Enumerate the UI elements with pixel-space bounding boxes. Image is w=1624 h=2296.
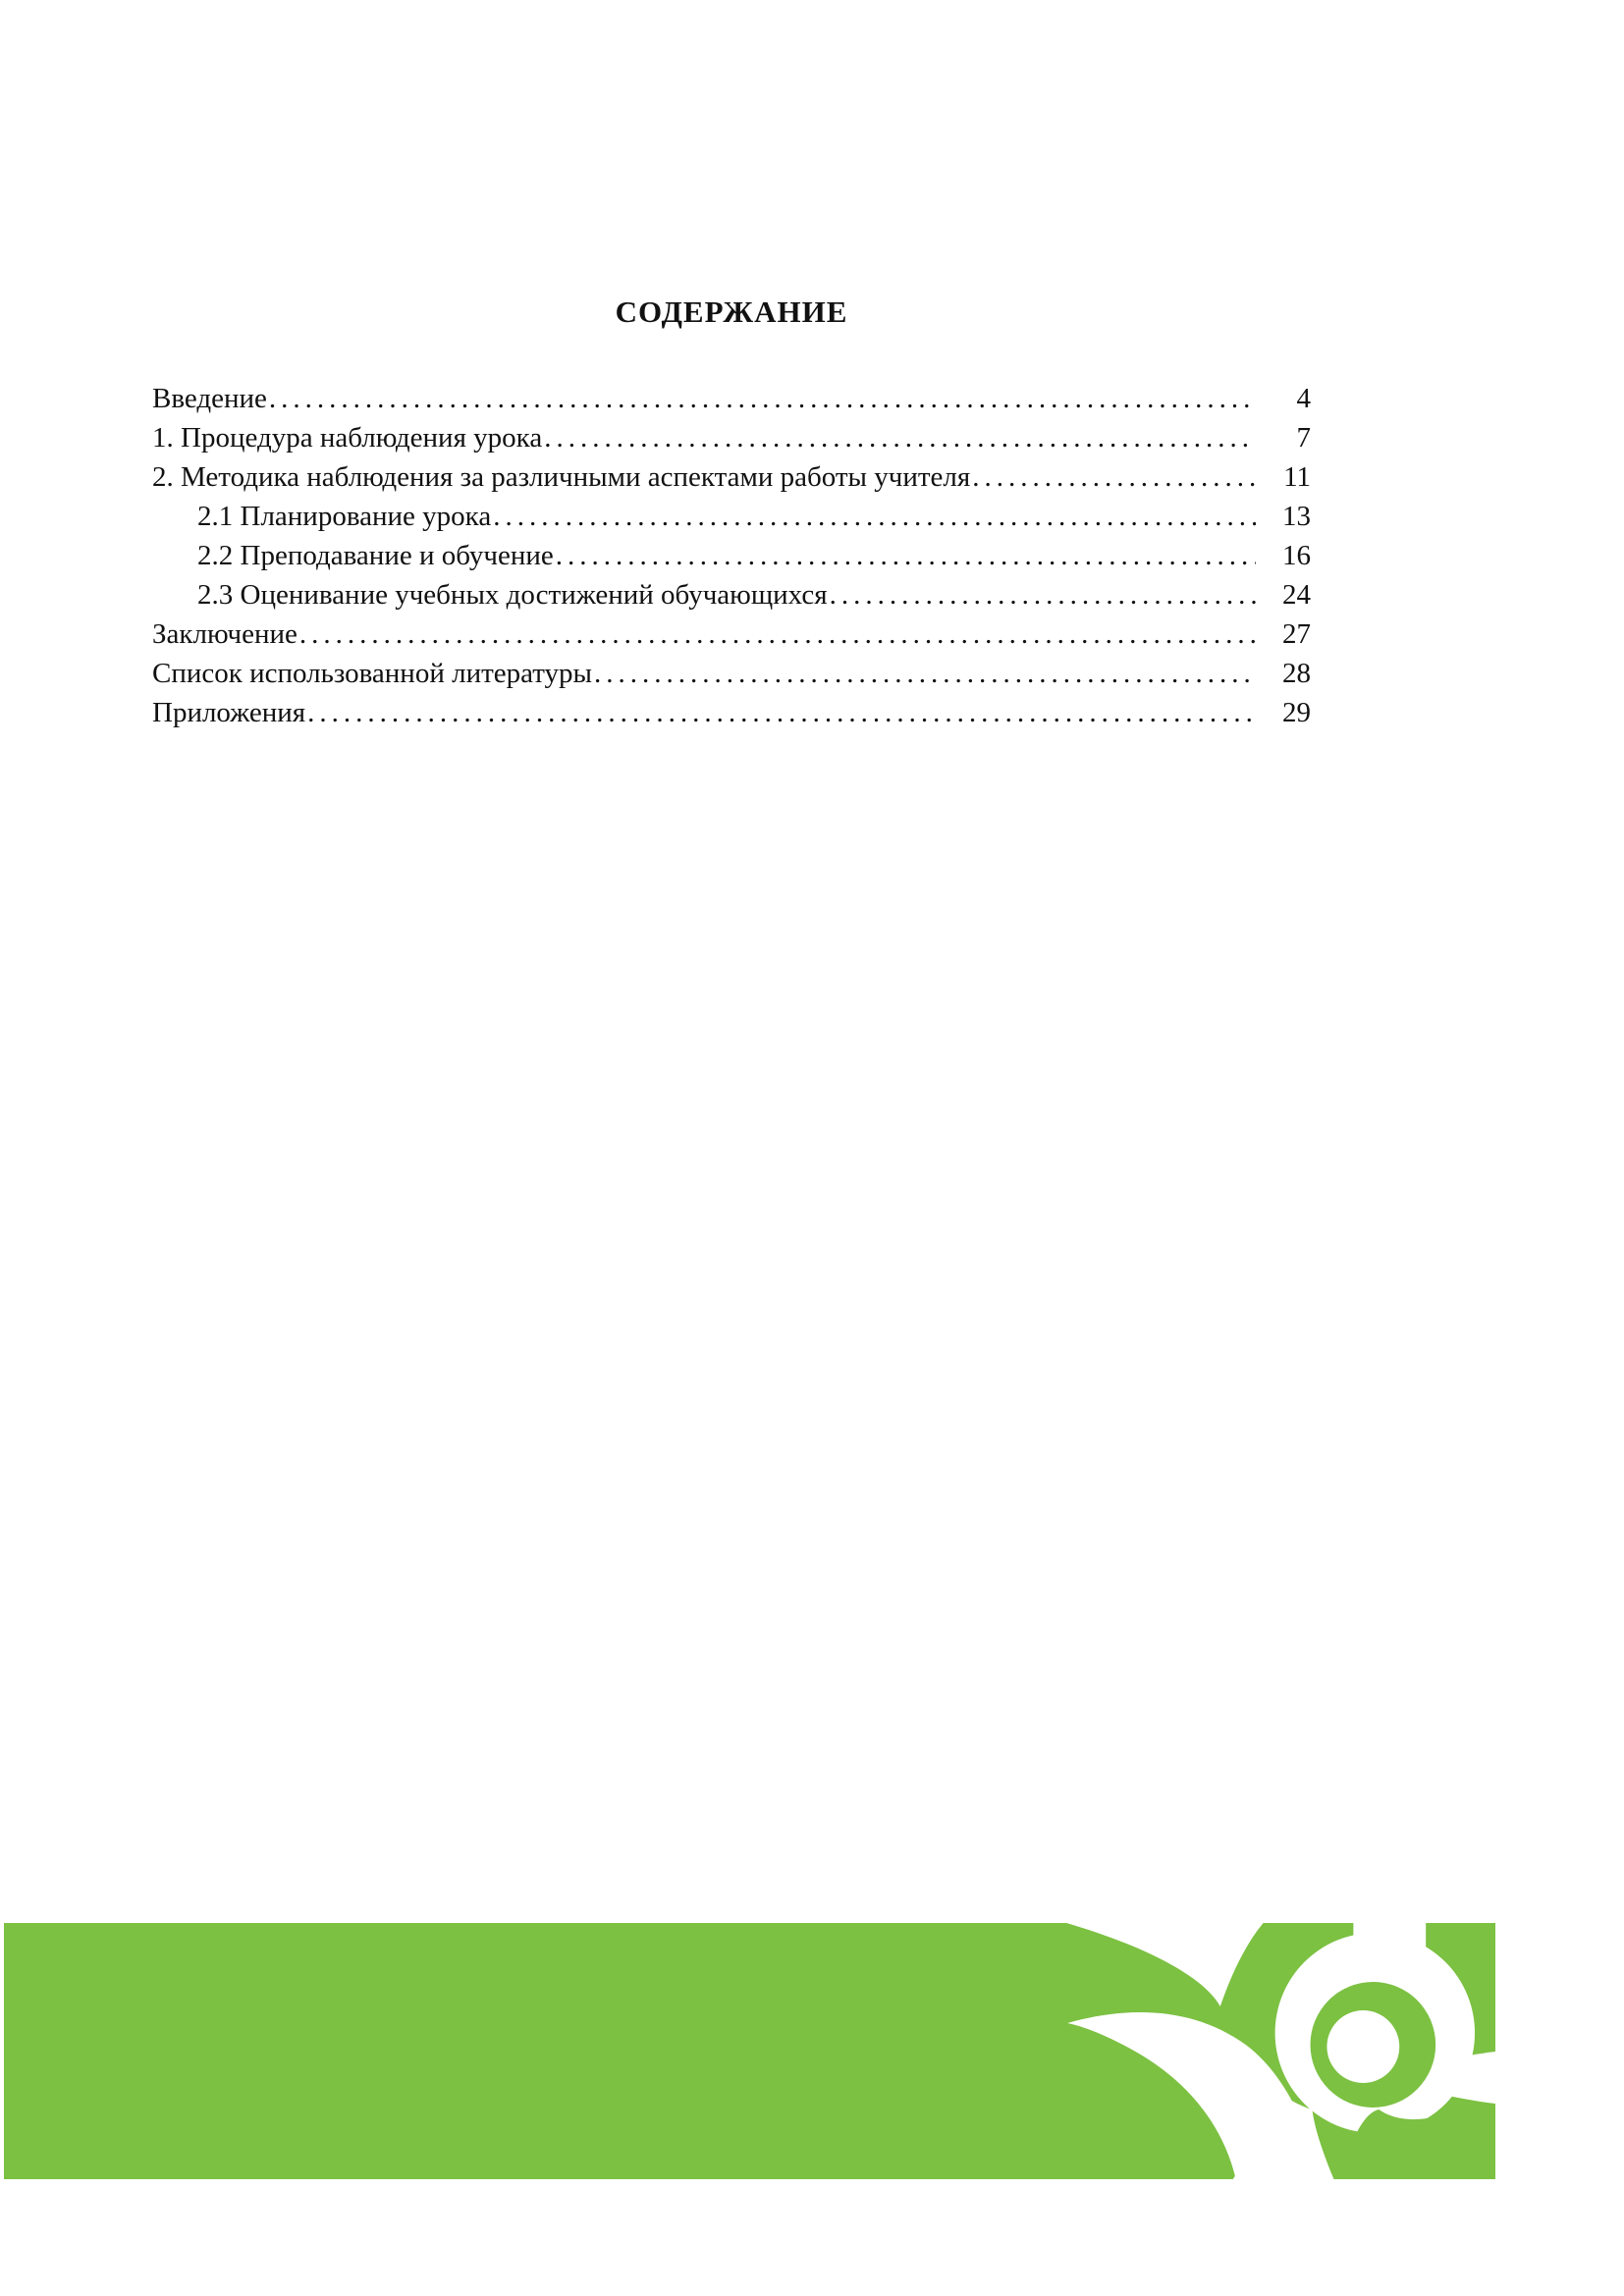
toc-entry: [152, 654, 1311, 693]
toc-entry: [152, 614, 1311, 654]
toc-dot-leader: [828, 575, 1256, 614]
toc-dot-leader: [970, 457, 1256, 497]
toc-entry: [152, 575, 1311, 614]
toc-page-number: 4: [1296, 383, 1311, 414]
toc-entry-label: Список использованной литературы: [152, 658, 593, 689]
toc-section: [152, 294, 1311, 732]
toc-page-number: 11: [1283, 461, 1311, 493]
toc-entry-label: Введение: [152, 383, 267, 414]
toc-dot-leader: [592, 654, 1256, 693]
toc-dot-leader: [305, 693, 1256, 732]
toc-page-number: 24: [1282, 579, 1311, 611]
toc-entry: [152, 693, 1311, 732]
toc-entry: [152, 418, 1311, 457]
toc-entry: [152, 457, 1311, 497]
toc-dot-leader: [542, 418, 1256, 457]
toc-entry-label: 2.2 Преподавание и обучение: [197, 540, 554, 571]
toc-dot-leader: [298, 614, 1256, 654]
toc-entry-label: 1. Процедура наблюдения урока: [152, 422, 543, 454]
toc-entry-label: 2.3 Оценивание учебных достижений обучающихся: [197, 579, 828, 611]
toc-page-number: 29: [1282, 697, 1311, 728]
toc-list: [152, 379, 1311, 732]
toc-dot-leader: [267, 379, 1256, 418]
toc-entry: [152, 536, 1311, 575]
page-title: СОДЕРЖАНИЕ: [615, 294, 848, 329]
toc-page-number: 7: [1296, 422, 1311, 454]
toc-page-number: 27: [1282, 618, 1311, 650]
toc-page-number: 13: [1282, 501, 1311, 532]
toc-page-number: 16: [1282, 540, 1311, 571]
toc-entry: [152, 379, 1311, 418]
toc-dot-leader: [554, 536, 1256, 575]
toc-page-number: 28: [1282, 658, 1311, 689]
toc-entry-label: Приложения: [152, 697, 306, 728]
toc-entry-label: 2. Методика наблюдения за различными аспектами работы учителя: [152, 461, 971, 493]
koru-swirl-icon: [4, 1923, 1495, 2179]
toc-entry: [152, 497, 1311, 536]
footer-band: [4, 1923, 1495, 2179]
toc-dot-leader: [491, 497, 1256, 536]
toc-entry-label: 2.1 Планирование урока: [197, 501, 492, 532]
toc-entry-label: Заключение: [152, 618, 298, 650]
